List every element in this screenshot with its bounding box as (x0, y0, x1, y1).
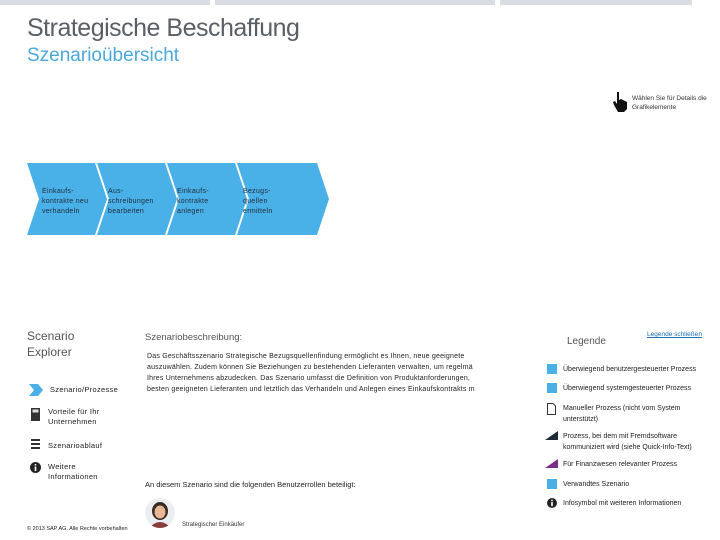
list-icon (31, 438, 40, 451)
copyright: © 2013 SAP AG. Alle Rechte vorbehalten (27, 526, 128, 532)
process-step-4-label: Bezugs- quellen ermitteln (243, 188, 273, 215)
nav-item-more-info[interactable] (28, 461, 138, 485)
explorer-title: Scenario Explorer (27, 329, 75, 359)
nav-item-label: Vorteile für Ihr Unternehmen (48, 407, 100, 426)
legend-item-text: Prozess, bei dem mit Fremdsoftware kommuniziert wird (siehe Quick-Info-Text) (563, 433, 692, 451)
roles-intro: An diesem Szenario sind die folgenden Benutzerrollen beteiligt: (145, 480, 356, 489)
description-line: Ihres Unternehmens abzudecken. Das Szenario umfasst die Definition von Produktanforderungen, (147, 375, 471, 382)
hint-text: Wählen Sie für Details die Grafikelemente (632, 95, 707, 111)
legend-item-text: Manueller Prozess (nicht vom System unterstützt) (563, 405, 681, 423)
description-line: auszuwählen. Zudem können Sie Beziehungen zu bestehenden Lieferanten verwalten, um regelmä (147, 364, 473, 371)
process-step-1-label: Einkaufs- kontrakte neu verhandeln (42, 188, 89, 215)
calculator-icon (31, 408, 40, 421)
legend-item-text: Überwiegend systemgesteuerter Prozess (563, 385, 692, 392)
page-subtitle: Szenarioübersicht (27, 45, 180, 66)
process-flow (27, 163, 329, 235)
top-bar-segment (215, 0, 495, 5)
legend-item-text: Für Finanzwesen relevanter Prozess (563, 461, 677, 468)
legend-item-text: Verwandtes Szenario (563, 481, 630, 488)
blue-square-icon (547, 383, 557, 393)
info-icon (30, 462, 41, 473)
top-bar-segment (0, 0, 210, 5)
process-step-2-label: Aus- schreibungen bearbeiten (108, 188, 154, 215)
nav-item-scenario-processes[interactable] (27, 383, 132, 397)
info-icon (547, 498, 557, 508)
role-name: Strategischer Einkäufer (182, 522, 245, 528)
nav-item-scenario-flow[interactable] (28, 438, 138, 452)
legend-panel (540, 325, 720, 525)
description-heading: Szenariobeschreibung: (145, 332, 243, 343)
blue-square-icon (547, 364, 557, 374)
nav-item-label: Szenarioablauf (48, 441, 103, 450)
document-outline-icon (547, 403, 556, 415)
purple-corner-triangle-icon (545, 459, 558, 468)
hand-pointer-icon (612, 91, 628, 113)
dark-corner-triangle-icon (545, 431, 558, 440)
blue-square-icon (547, 479, 557, 489)
top-bar (0, 0, 720, 7)
legend-title: Legende (567, 336, 606, 347)
description-body (147, 351, 552, 395)
page-title: Strategische Beschaffung (27, 14, 300, 42)
nav-item-label: Weitere Informationen (48, 462, 98, 481)
description-line: besten geeigneten Lieferanten und letztlich das Verhandeln und Anlegen eines Einkaufskontrakts m (147, 386, 475, 393)
nav-item-benefits[interactable] (28, 406, 138, 430)
nav-item-label: Szenario/Prozesse (50, 385, 119, 394)
legend-item-text: Überwiegend benutzergesteuerter Prozess (563, 366, 697, 373)
description-line: Das Geschäftsszenario Strategische Bezugsquellenfindung ermöglicht es Ihnen, neue geeignete (147, 353, 465, 360)
legend-item-text: Infosymbol mit weiteren Informationen (563, 500, 682, 507)
arrow-right-icon (29, 384, 43, 396)
avatar[interactable] (145, 498, 175, 528)
top-bar-segment (500, 0, 692, 5)
legend-close-link[interactable]: Legende schließen (647, 331, 702, 338)
process-step-3-label: Einkaufs- kontrakte anlegen (177, 188, 209, 215)
